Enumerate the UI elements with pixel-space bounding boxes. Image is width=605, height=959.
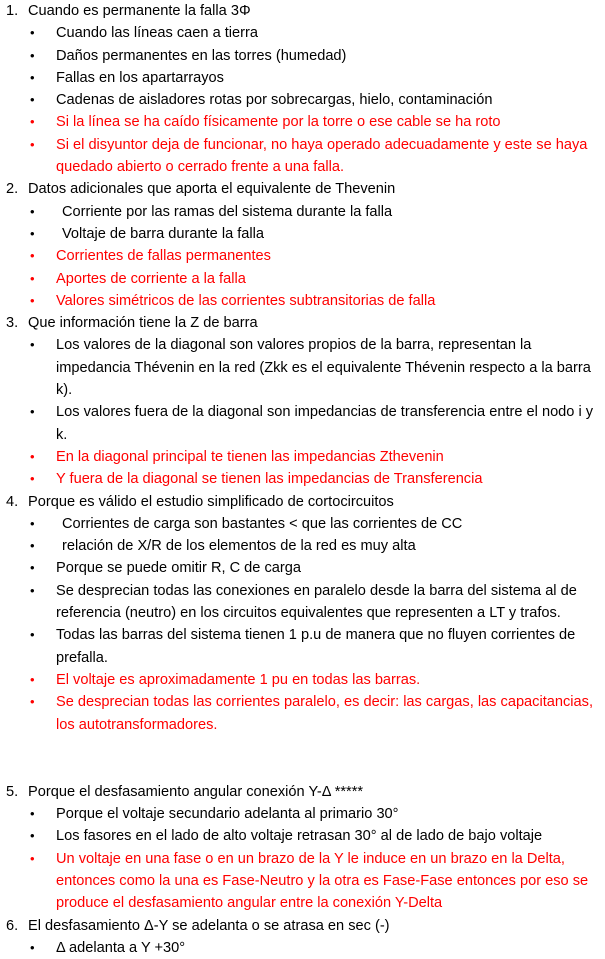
list-item <box>6 624 605 669</box>
item-text: Se desprecian todas las corrientes paralelo, es decir: las cargas, las capacitancias, los autotransformadores. <box>56 694 594 733</box>
item-text: Porque se puede omitir R, C de carga <box>56 560 301 577</box>
item-text: Los fasores en el lado de alto voltaje retrasan 30° al de lado de bajo voltaje <box>56 828 543 845</box>
bullet-icon: • <box>30 515 35 531</box>
item-text: En la diagonal principal te tienen las impedancias Zthevenin <box>56 448 444 465</box>
item-text: Todas las barras del sistema tienen 1 p.u de manera que no fluyen corrientes de prefalla. <box>56 627 576 666</box>
bullet-icon: • <box>30 136 35 152</box>
item-text: Fallas en los apartarrayos <box>56 69 224 86</box>
item-text: Los valores fuera de la diagonal son impedancias de transferencia entre el nodo i y k. <box>56 404 594 443</box>
item-text: Y fuera de la diagonal se tienen las impedancias de Transferencia <box>56 471 483 488</box>
bullet-icon: • <box>30 560 35 576</box>
list-item <box>6 446 605 468</box>
question-number: 5. <box>6 783 19 800</box>
bullet-icon: • <box>30 337 35 353</box>
bullet-icon: • <box>30 471 35 487</box>
answer-list-5 <box>6 803 605 914</box>
bullet-icon: • <box>30 538 35 554</box>
list-item <box>6 111 605 133</box>
bullet-icon: • <box>30 25 35 41</box>
question-number: 1. <box>6 3 19 19</box>
question-title: Cuando es permanente la falla 3Φ <box>28 3 251 19</box>
item-text: Si el disyuntor deja de funcionar, no haya operado adecuadamente y este se haya quedado abierto o cerrado frente a una falla. <box>56 136 588 176</box>
blank-space <box>6 736 605 781</box>
list-item <box>6 669 605 691</box>
list-item <box>6 22 605 44</box>
list-item <box>6 245 605 267</box>
answer-list-6 <box>6 937 605 959</box>
list-item <box>6 223 605 245</box>
list-item <box>6 848 605 915</box>
list-item <box>6 89 605 111</box>
question-4 <box>6 491 605 513</box>
question-number: 6. <box>6 917 19 934</box>
list-item <box>6 268 605 290</box>
list-item <box>6 691 605 736</box>
list-item <box>6 535 605 557</box>
bullet-icon: • <box>30 92 35 108</box>
item-text: Los valores de la diagonal son valores propios de la barra, representan la impedancia Thévenin en la red (Zkk es el equivalente Thévenin respecto a la barra k). <box>56 337 591 399</box>
question-title: Porque es válido el estudio simplificado de cortocircuitos <box>28 493 394 510</box>
answer-list-3 <box>6 334 605 490</box>
item-text: Cuando las líneas caen a tierra <box>56 25 259 42</box>
item-text: Daños permanentes en las torres (humedad) <box>56 47 347 64</box>
item-text: Voltaje de barra durante la falla <box>62 225 265 242</box>
answer-list-2 <box>6 201 605 312</box>
question-number: 2. <box>6 181 19 198</box>
question-title: El desfasamiento Δ-Y se adelanta o se atrasa en sec (-) <box>28 917 390 934</box>
question-5 <box>6 781 605 803</box>
bullet-icon: • <box>30 806 35 822</box>
bullet-icon: • <box>30 292 35 308</box>
question-title: Que información tiene la Z de barra <box>28 315 258 332</box>
list-item <box>6 937 605 959</box>
answer-list-4 <box>6 513 605 736</box>
question-number: 3. <box>6 315 19 332</box>
list-item <box>6 201 605 223</box>
bullet-icon: • <box>30 448 35 464</box>
list-item <box>6 513 605 535</box>
list-item <box>6 401 605 446</box>
bullet-icon: • <box>30 627 35 643</box>
item-text: Corriente por las ramas del sistema durante la falla <box>62 203 393 220</box>
question-number: 4. <box>6 493 19 510</box>
list-item <box>6 45 605 67</box>
bullet-icon: • <box>30 203 35 219</box>
item-text: Valores simétricos de las corrientes subtransitorias de falla <box>56 292 436 309</box>
list-item <box>6 803 605 825</box>
answer-list-1 <box>6 22 605 178</box>
bullet-icon: • <box>30 69 35 85</box>
item-text: Cadenas de aisladores rotas por sobrecargas, hielo, contaminación <box>56 92 493 109</box>
bullet-icon: • <box>30 114 35 130</box>
question-1 <box>6 0 605 22</box>
item-text: Porque el voltaje secundario adelanta al primario 30° <box>56 806 399 823</box>
item-text: Corrientes de carga son bastantes < que las corrientes de CC <box>62 515 463 532</box>
list-item <box>6 334 605 401</box>
bullet-icon: • <box>30 248 35 264</box>
list-item <box>6 134 605 179</box>
bullet-icon: • <box>30 694 35 710</box>
bullet-icon: • <box>30 671 35 687</box>
bullet-icon: • <box>30 404 35 420</box>
question-title: Porque el desfasamiento angular conexión Y-Δ ***** <box>28 783 364 800</box>
bullet-icon: • <box>30 47 35 63</box>
bullet-icon: • <box>30 828 35 844</box>
item-text: Se desprecian todas las conexiones en paralelo desde la barra del sistema al de referencia (neutro) en los circuitos equivalentes que representen a LT y trafos. <box>56 582 577 622</box>
list-item <box>6 557 605 579</box>
question-6 <box>6 915 605 937</box>
question-3 <box>6 312 605 334</box>
list-item <box>6 67 605 89</box>
item-text: Aportes de corriente a la falla <box>56 270 246 287</box>
list-item <box>6 825 605 847</box>
item-text: Si la línea se ha caído físicamente por la torre o ese cable se ha roto <box>56 114 501 131</box>
item-text: Δ adelanta a Y +30° <box>56 939 186 956</box>
question-2 <box>6 178 605 200</box>
item-text: Un voltaje en una fase o en un brazo de la Y le induce en un brazo en la Delta, entonces como la una es Fase-Neutro y la otra es Fase-Fase entonces por eso se produce el desfasamiento angular entre la conexión Y-Delta <box>56 850 589 912</box>
list-item <box>6 468 605 490</box>
bullet-icon: • <box>30 850 35 866</box>
list-item <box>6 580 605 625</box>
item-text: relación de X/R de los elementos de la red es muy alta <box>62 538 416 555</box>
list-item <box>6 290 605 312</box>
bullet-icon: • <box>30 582 35 598</box>
bullet-icon: • <box>30 270 35 286</box>
bullet-icon: • <box>30 939 35 955</box>
item-text: El voltaje es aproximadamente 1 pu en todas las barras. <box>56 671 421 688</box>
bullet-icon: • <box>30 225 35 241</box>
item-text: Corrientes de fallas permanentes <box>56 248 271 265</box>
question-title: Datos adicionales que aporta el equivalente de Thevenin <box>28 181 396 198</box>
